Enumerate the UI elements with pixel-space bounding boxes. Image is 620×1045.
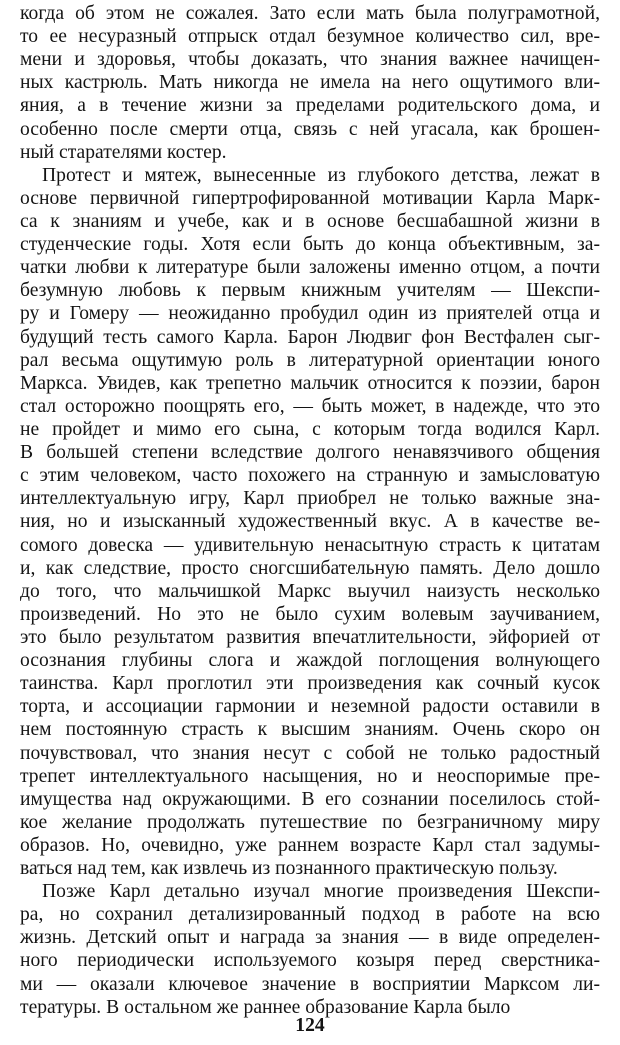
text-line: когда об этом не сожалея. Зато если мать была полуграмотной,: [20, 3, 600, 24]
text-line: В большей степени вследствие долгого ненавязчивого общения: [20, 442, 600, 464]
paragraph: [20, 880, 600, 1019]
text-line: особенно после смерти отца, связь с ней угасала, как брошен-: [20, 118, 600, 140]
page-number: 124: [295, 1015, 325, 1036]
page-body-text: [20, 2, 600, 1019]
text-line: с этим человеком, часто похожего на странную и замысловатую: [20, 465, 600, 487]
text-line: са к знаниям и учебе, как и в основе бесшабашной жизни в: [20, 210, 600, 232]
text-line: осознания глубины слога и жаждой поглощения волнующего: [20, 650, 600, 672]
text-line: мени и здоровья, чтобы доказать, что знания важнее начищен-: [20, 49, 600, 71]
text-line: чатки любви к литературе были заложены именно отцом, а почти: [20, 257, 600, 279]
text-line: ру и Гомеру — неожиданно пробудил один из приятелей отца и: [20, 303, 600, 325]
text-line: жизнь. Детский опыт и награда за знания — в виде определен-: [20, 927, 600, 949]
text-line: имущества над окружающими. В его сознании поселилось стой-: [20, 788, 600, 810]
text-line: сомого довеска — удивительную ненасытную страсть к цитатам: [20, 534, 600, 556]
text-line: ния, но и изысканный художественный вкус. А в качестве ве-: [20, 511, 600, 533]
text-line: нем постоянную страсть к высшим знаниям. Очень скоро он: [20, 719, 600, 741]
text-line: образов. Но, очевидно, уже раннем возрасте Карл стал задумы-: [20, 834, 600, 856]
text-line: ного периодически используемого козыря перед сверстника-: [20, 950, 600, 972]
text-line: трепет интеллектуального насыщения, но и неоспоримые пре-: [20, 765, 600, 787]
text-line: Протест и мятеж, вынесенные из глубокого детства, лежат в: [42, 164, 600, 186]
text-line: тературы. В остальном же раннее образование Карла было: [20, 996, 511, 1018]
text-line: ных кастрюль. Мать никогда не имела на него ощутимого вли-: [20, 72, 600, 94]
text-line: яния, а в течение жизни за пределами родительского дома, и: [20, 95, 600, 117]
text-line: таинства. Карл проглотил эти произведения как сочный кусок: [20, 673, 600, 695]
text-line: рал весьма ощутимую роль в литературной ориентации юного: [20, 349, 600, 371]
text-line: кое желание продолжать путешествие по безграничному миру: [20, 811, 600, 833]
text-line: ваться над тем, как извлечь из познанного практическую пользу.: [20, 858, 558, 880]
text-line: стал осторожно поощрять его, — быть может, в надежде, что это: [20, 395, 600, 417]
text-line: ный старателями костер.: [20, 141, 227, 163]
text-line: торта, и ассоциации гармонии и неземной радости оставили в: [20, 696, 600, 718]
text-line: основе первичной гипертрофированной мотивации Карла Марк-: [20, 187, 600, 209]
text-line: произведений. Но это не было сухим волевым заучиванием,: [20, 603, 600, 625]
text-line: будущий тесть самого Карла. Барон Людвиг фон Вестфален сыг-: [20, 326, 600, 348]
text-line: не пройдет и мимо его сына, с которым тогда водился Карл.: [20, 418, 600, 440]
text-line: интеллектуальную игру, Карл приобрел не только важные зна-: [20, 488, 600, 510]
text-line: Маркса. Увидев, как трепетно мальчик относится к поэзии, барон: [20, 372, 600, 394]
text-line: то ее несуразный отпрыск отдал безумное количество сил, вре-: [20, 26, 600, 48]
paragraph: [20, 2, 600, 164]
text-line: ра, но сохранил детализированный подход в работе на всю: [20, 904, 600, 926]
paragraph: [20, 164, 600, 880]
text-line: безумную любовь к первым книжным учителям — Шекспи-: [20, 280, 600, 302]
text-line: это было результатом развития впечатлительности, эйфорией от: [20, 626, 600, 648]
text-line: до того, что мальчишкой Маркс выучил наизусть несколько: [20, 580, 600, 602]
text-line: почувствовал, что знания несут с собой не только радостный: [20, 742, 600, 764]
text-line: студенческие годы. Хотя если быть до конца объективным, за-: [20, 234, 600, 256]
text-line: и, как следствие, просто сногсшибательную память. Дело дошло: [20, 557, 600, 579]
text-line: ми — оказали ключевое значение в восприятии Марксом ли-: [20, 973, 600, 995]
text-line: Позже Карл детально изучал многие произведения Шекспи-: [42, 881, 600, 903]
